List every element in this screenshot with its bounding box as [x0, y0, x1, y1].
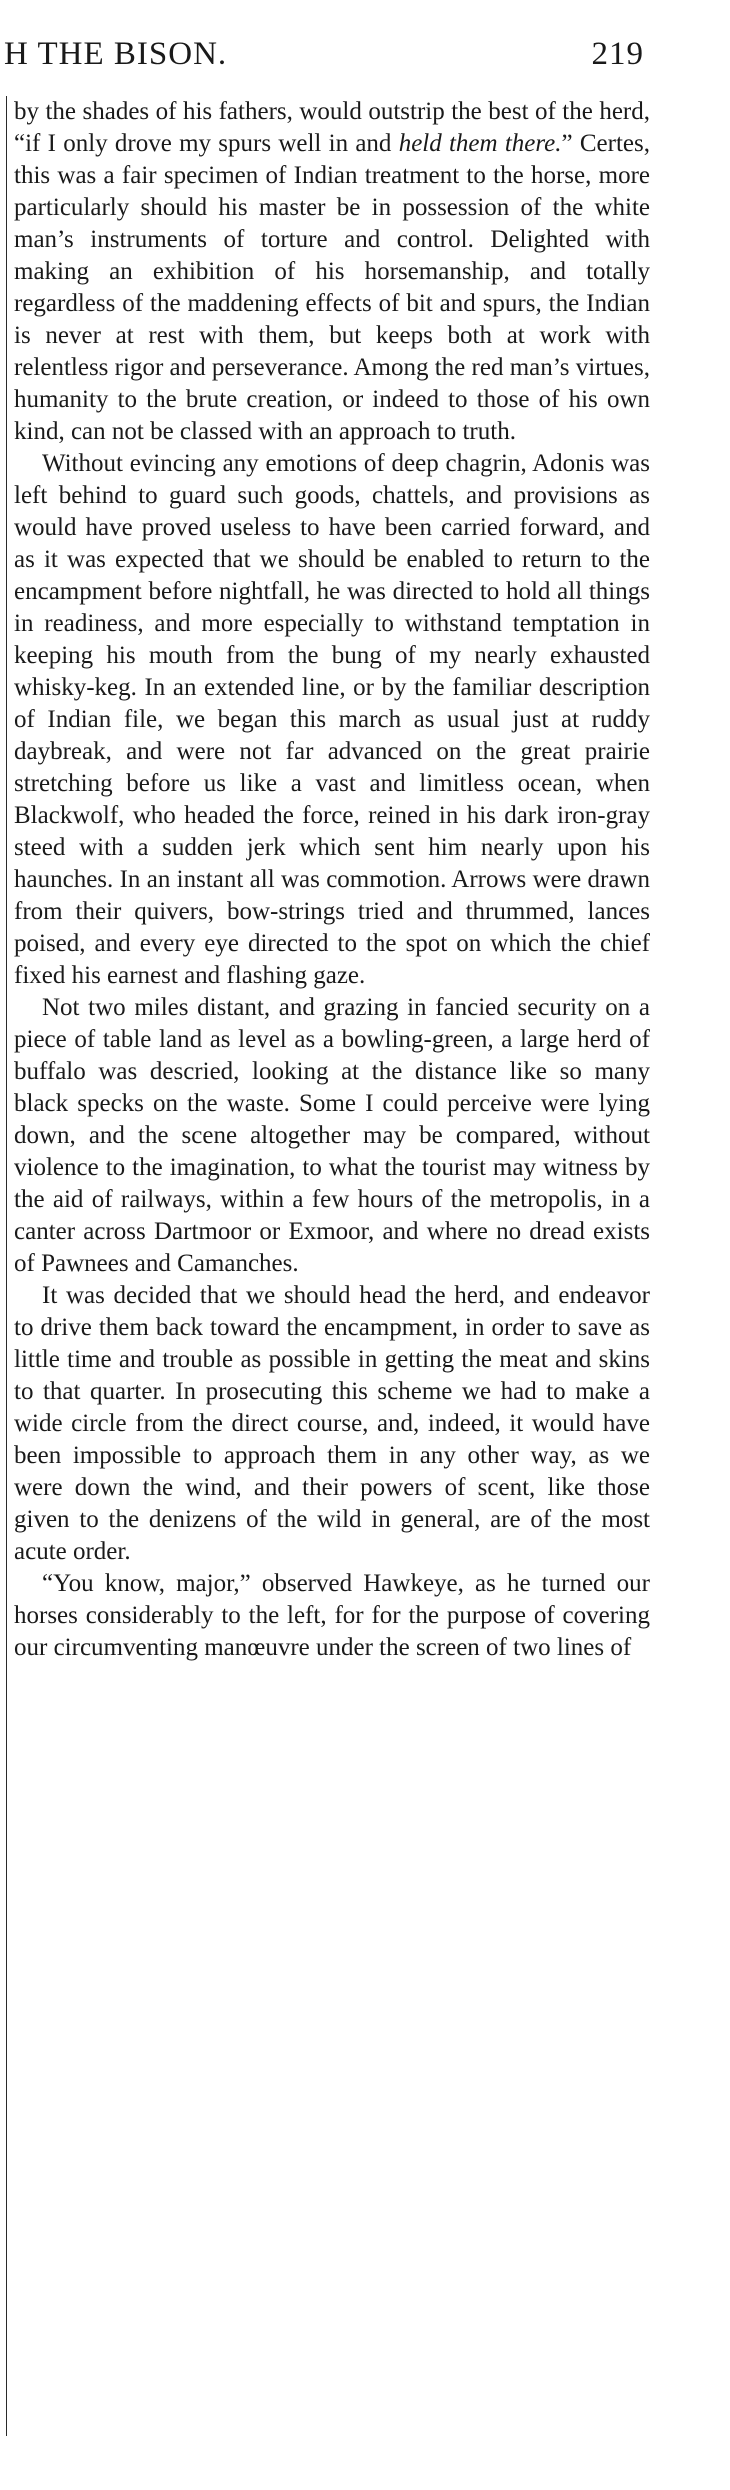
paragraph-1-text-start: by the shades of his fathers, would outstrip the best of the herd, “if I only drove my spurs well in and — [14, 98, 650, 157]
page-number: 219 — [591, 36, 644, 72]
body-text — [14, 96, 650, 1664]
paragraph-4: It was decided that we should head the herd, and endeavor to drive them back toward the encampment, in order to save as little time and trouble as possible in getting the meat and skins to that quarter. In prosecuting this scheme we had to make a wide circle from the direct course, and, indeed, it would have been impossible to approach them in any other way, as we were down the wind, and their powers of scent, like those given to the denizens of the wild in general, are of the most acute order. — [14, 1282, 650, 1565]
running-head: H THE BISON. — [4, 36, 228, 72]
paragraph-2: Without evincing any emotions of deep chagrin, Adonis was left behind to guard such goods, chattels, and provisions as would have proved useless to have been carried forward, and as it was expected that we should be enabled to return to the encampment before nightfall, he was directed to hold all things in readiness, and more especially to withstand temptation in keeping his mouth from the bung of my nearly exhausted whisky-keg. In an extended line, or by the familiar description of Indian file, we began this march as usual just at ruddy daybreak, and were not far advanced on the great prairie stretching before us like a vast and limitless ocean, when Blackwolf, who headed the force, reined in his dark iron-gray steed with a sudden jerk which sent him nearly upon his haunches. In an instant all was commotion. Arrows were drawn from their quivers, bow-strings tried and thrummed, lances poised, and every eye directed to the spot on which the chief fixed his earnest and flashing gaze. — [14, 450, 650, 989]
margin-rule — [6, 96, 7, 2436]
paragraph-1 — [14, 96, 650, 448]
paragraph-1-text-end: ” Certes, this was a fair specimen of Indian treatment to the horse, more particularly should his master be in possession of the white man’s instruments of torture and control. Delighted with making an exhibition of his horsemanship, and totally regardless of the maddening effects of bit and spurs, the Indian is never at rest with them, but keeps both at work with relentless rigor and perseverance. Among the red man’s virtues, humanity to the brute creation, or indeed to those of his own kind, can not be classed with an approach to truth. — [14, 130, 651, 445]
paragraph-3: Not two miles distant, and grazing in fancied security on a piece of table land as level as a bowling-green, a large herd of buffalo was descried, looking at the distance like so many black specks on the waste. Some I could perceive were lying down, and the scene altogether may be compared, without violence to the imagination, to what the tourist may witness by the aid of railways, within a few hours of the metropolis, in a canter across Dartmoor or Exmoor, and where no dread exists of Pawnees and Camanches. — [14, 994, 650, 1277]
italic-phrase: held them there. — [398, 130, 562, 157]
page-header — [4, 36, 644, 86]
paragraph-5: “You know, major,” observed Hawkeye, as he turned our horses considerably to the left, for for the purpose of covering our circumventing manœuvre under the screen of two lines of — [14, 1570, 650, 1661]
